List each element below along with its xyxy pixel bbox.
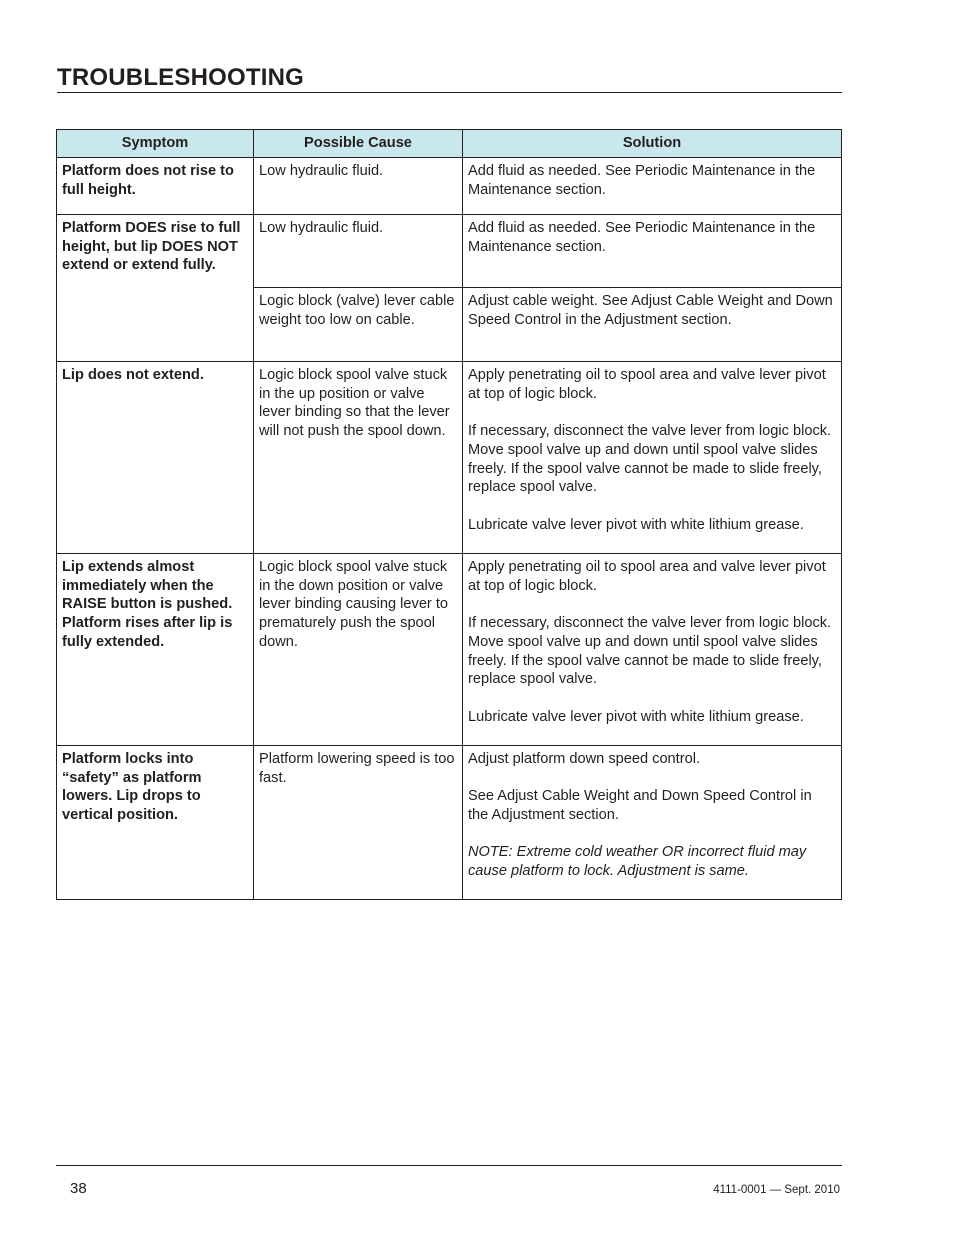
solution-cell — [463, 362, 842, 554]
solution-cell — [463, 288, 842, 362]
table-row — [57, 746, 842, 900]
cause-cell: Logic block (valve) lever cable weight too low on cable. — [254, 288, 463, 362]
cause-cell: Low hydraulic fluid. — [254, 215, 463, 288]
table-row — [57, 215, 842, 288]
solution-cell — [463, 746, 842, 900]
solution-cell — [463, 215, 842, 288]
page-title: TROUBLESHOOTING — [57, 64, 304, 91]
solution-text: Adjust platform down speed control. — [468, 751, 701, 767]
solution-text: Lubricate valve lever pivot with white lithium grease. — [468, 708, 804, 725]
column-header-symptom: Symptom — [57, 130, 254, 158]
solution-text: If necessary, disconnect the valve lever from logic block. Move spool valve up and down until spool valve slides freely. If the spool valve cannot be made to slide freely, replace spool valve. — [468, 423, 832, 496]
cause-cell: Logic block spool valve stuck in the down position or valve lever binding causing lever to prematurely push the spool down. — [254, 554, 463, 746]
column-header-cause: Possible Cause — [254, 130, 463, 158]
solution-cell — [463, 554, 842, 746]
column-header-solution: Solution — [463, 130, 842, 158]
troubleshooting-table — [56, 129, 842, 900]
solution-text: Add fluid as needed. See Periodic Maintenance in the Maintenance section. — [468, 163, 816, 198]
page-number: 38 — [70, 1180, 87, 1197]
table-row — [57, 554, 842, 746]
symptom-cell: Lip does not extend. — [57, 362, 254, 554]
solution-text: Apply penetrating oil to spool area and valve lever pivot at top of logic block. — [468, 367, 826, 402]
solution-text: Lubricate valve lever pivot with white lithium grease. — [468, 516, 804, 533]
solution-note: NOTE: Extreme cold weather OR incorrect fluid may cause platform to lock. Adjustment is same. — [468, 844, 807, 880]
cause-cell: Low hydraulic fluid. — [254, 158, 463, 215]
table-header-row — [57, 130, 842, 158]
title-divider — [57, 92, 842, 93]
symptom-cell: Platform DOES rise to full height, but lip DOES NOT extend or extend fully. — [57, 215, 254, 362]
solution-text: See Adjust Cable Weight and Down Speed Control in the Adjustment section. — [468, 788, 812, 824]
table-row — [57, 158, 842, 215]
document-id: 4111-0001 — Sept. 2010 — [713, 1184, 840, 1196]
cause-cell: Logic block spool valve stuck in the up position or valve lever binding so that the lever will not push the spool down. — [254, 362, 463, 554]
solution-cell — [463, 158, 842, 215]
solution-text: Add fluid as needed. See Periodic Maintenance in the Maintenance section. — [468, 220, 816, 255]
cause-cell: Platform lowering speed is too fast. — [254, 746, 463, 900]
solution-text: If necessary, disconnect the valve lever from logic block. Move spool valve up and down until spool valve slides freely. If the spool valve cannot be made to slide freely, replace spool valve. — [468, 615, 832, 688]
symptom-cell: Lip extends almost immediately when the RAISE button is pushed. Platform rises after lip is fully extended. — [57, 554, 254, 746]
solution-text: Adjust cable weight. See Adjust Cable Weight and Down Speed Control in the Adjustment section. — [468, 293, 833, 328]
table-row — [57, 362, 842, 554]
symptom-cell: Platform locks into “safety” as platform lowers. Lip drops to vertical position. — [57, 746, 254, 900]
symptom-cell: Platform does not rise to full height. — [57, 158, 254, 215]
solution-text: Apply penetrating oil to spool area and valve lever pivot at top of logic block. — [468, 559, 826, 594]
footer-divider — [56, 1165, 842, 1166]
